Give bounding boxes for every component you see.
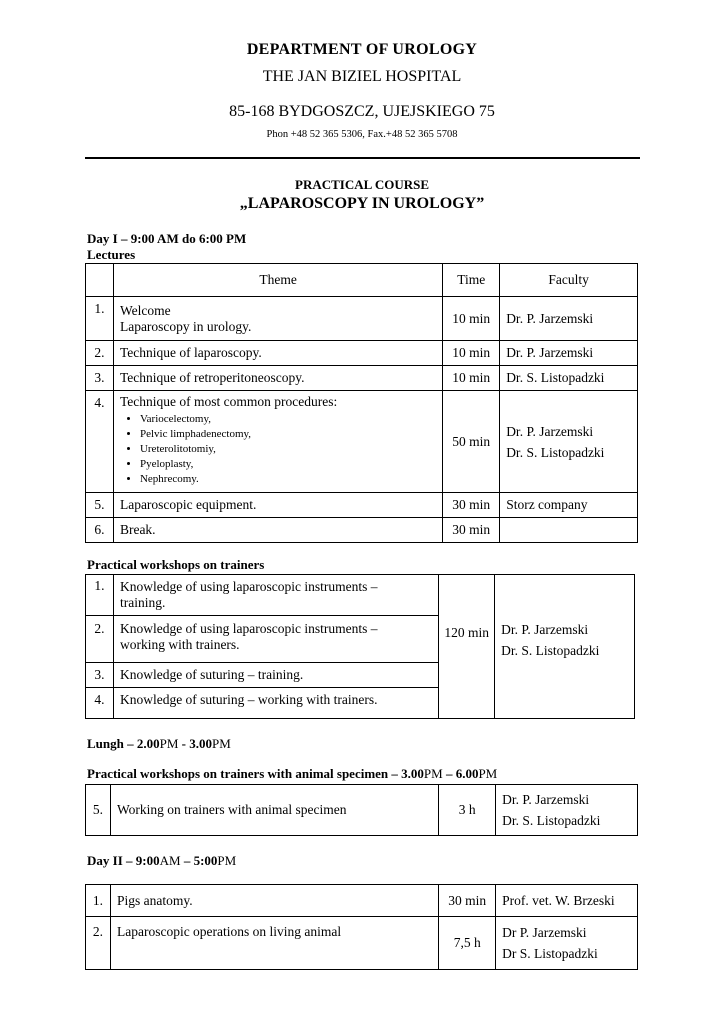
- table-row: 6. Break. 30 min: [86, 518, 638, 543]
- table-row: 3. Knowledge of suturing – training.: [86, 663, 635, 688]
- table-header-row: [86, 264, 638, 297]
- col-faculty: Faculty: [500, 264, 638, 297]
- header-divider: [85, 157, 640, 159]
- procedure-list: [120, 412, 436, 487]
- hospital-name: THE JAN BIZIEL HOSPITAL: [262, 68, 462, 85]
- lectures-table: [85, 263, 638, 543]
- table-row: 4. Technique of most common procedures: • Variocelectomy, • Pelvic limphadenectomy, • Ureterolitotomiy, • Pyeloplasty, • Nephrecomy. 50 min Dr. P. Jarzemski Dr. S. Listopadzki: [86, 391, 638, 493]
- list-item: • Nephrecomy.: [140, 472, 436, 487]
- workshops-time: 120 min: [439, 575, 495, 719]
- workshops-heading: Practical workshops on trainers: [87, 557, 265, 572]
- table-row: 2. Knowledge of using laparoscopic instruments – working with trainers.: [86, 616, 635, 663]
- contact-phone-fax: Phon +48 52 365 5306, Fax.+48 52 365 5708: [266, 129, 458, 140]
- table-row: 1. Welcome Laparoscopy in urology. 10 min Dr. P. Jarzemski: [86, 297, 638, 341]
- table-row: 5. Laparoscopic equipment. 30 min Storz company: [86, 493, 638, 518]
- col-theme: Theme: [113, 264, 442, 297]
- table-row: 2. Technique of laparoscopy. 10 min Dr. P. Jarzemski: [86, 341, 638, 366]
- lectures-label: Lectures: [87, 247, 136, 262]
- animal-workshop-table: [85, 784, 638, 836]
- day2-heading: Day II – 9:00AM – 5:00PM: [87, 853, 237, 868]
- table-row: 1. Pigs anatomy. 30 min Prof. vet. W. Brzeski: [86, 885, 638, 917]
- col-time: Time: [443, 264, 500, 297]
- department-name: DEPARTMENT OF UROLOGY: [246, 41, 478, 58]
- day1-heading: Day I – 9:00 AM do 6:00 PM: [87, 231, 247, 246]
- hospital-address: 85-168 BYDGOSZCZ, UJEJSKIEGO 75: [229, 103, 495, 120]
- table-row: 4. Knowledge of suturing – working with trainers.: [86, 688, 635, 719]
- course-label: PRACTICAL COURSE: [295, 177, 429, 192]
- table-row: 1. Knowledge of using laparoscopic instruments – training. 120 min Dr. P. Jarzemski Dr. S. Listopadzki: [86, 575, 635, 616]
- list-item: • Variocelectomy,: [140, 412, 436, 427]
- workshops-table: [85, 574, 635, 719]
- table-row: 2. Laparoscopic operations on living animal 7,5 h Dr P. Jarzemski Dr S. Listopadzki: [86, 917, 638, 970]
- day2-table: [85, 884, 638, 970]
- table-row: 5. Working on trainers with animal specimen 3 h Dr. P. Jarzemski Dr. S. Listopadzki: [86, 785, 638, 836]
- list-item: • Pyeloplasty,: [140, 457, 436, 472]
- list-item: • Ureterolitotomiy,: [140, 442, 436, 457]
- list-item: • Pelvic limphadenectomy,: [140, 427, 436, 442]
- course-title: „LAPAROSCOPY IN UROLOGY”: [239, 195, 485, 212]
- animal-workshop-heading: Practical workshops on trainers with animal specimen – 3.00PM – 6.00PM: [87, 766, 498, 781]
- table-row: 3. Technique of retroperitoneoscopy. 10 min Dr. S. Listopadzki: [86, 366, 638, 391]
- lunch-heading: Lungh – 2.00PM - 3.00PM: [87, 736, 231, 751]
